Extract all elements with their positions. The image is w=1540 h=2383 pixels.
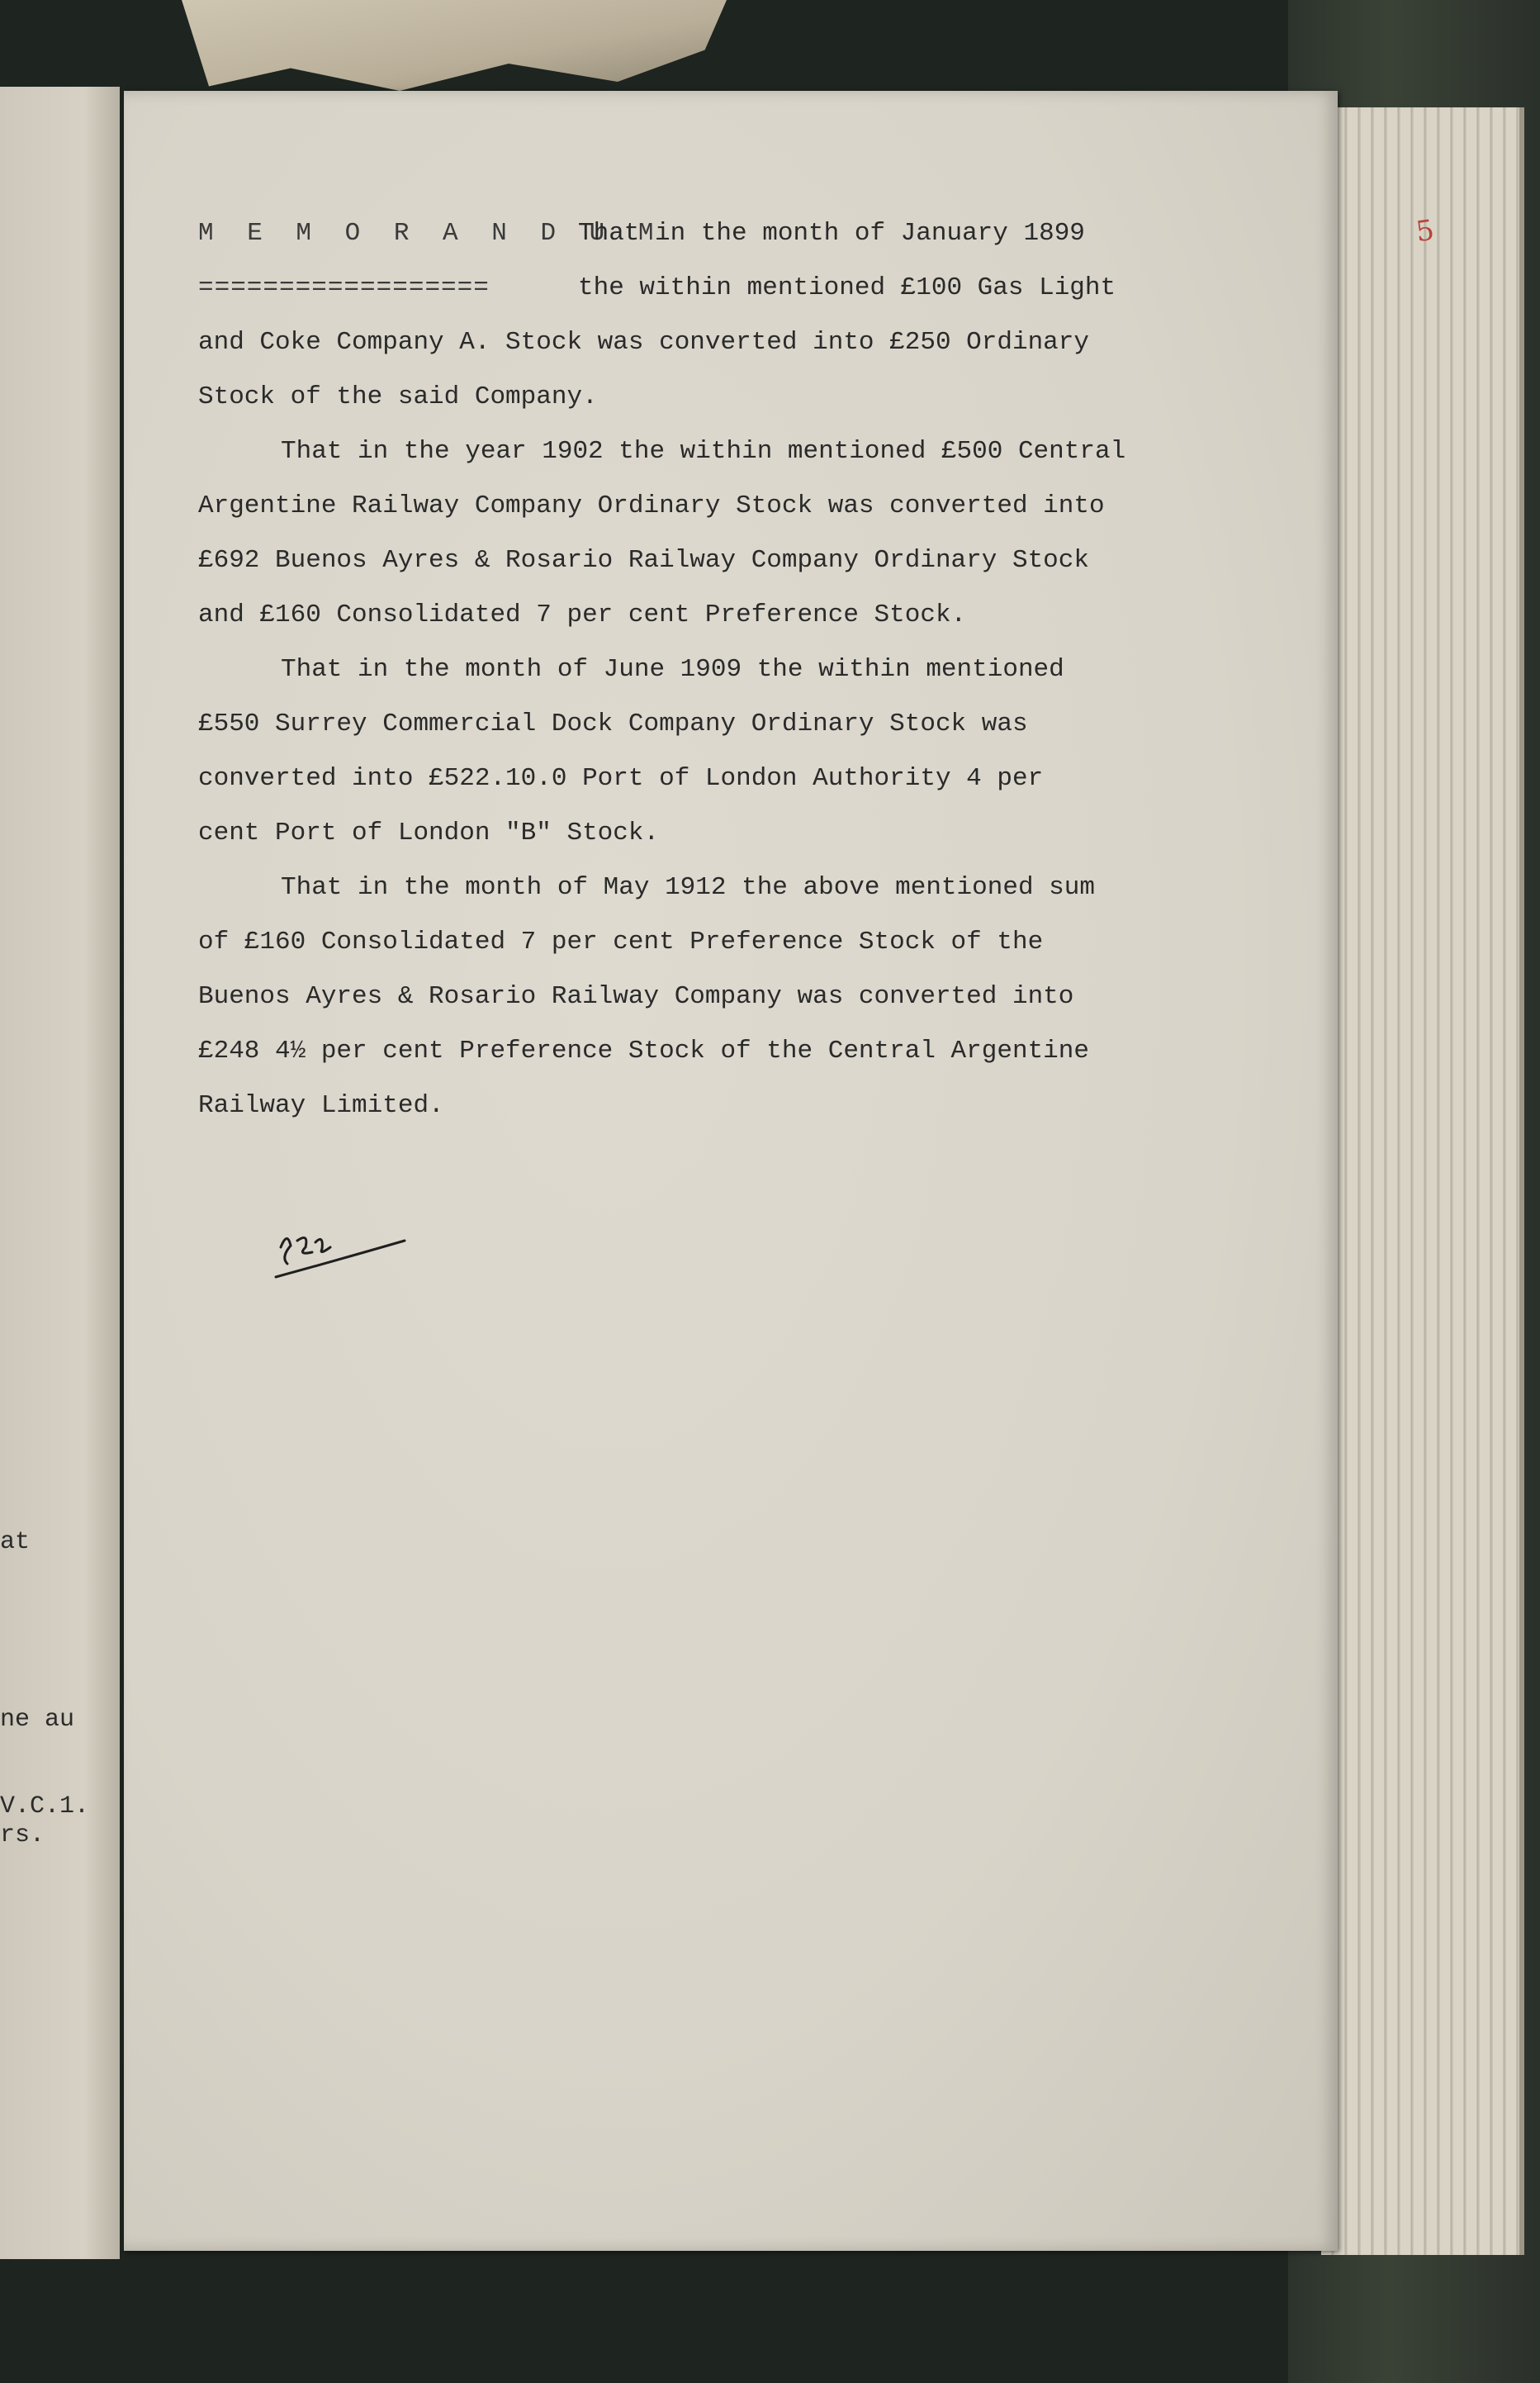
memo-line: Railway Limited. xyxy=(198,1091,444,1120)
torn-paper-scrap xyxy=(182,0,727,91)
memorandum-body xyxy=(198,206,1189,1133)
memo-line: Stock of the said Company. xyxy=(198,382,598,411)
memo-line: £692 Buenos Ayres & Rosario Railway Company Ordinary Stock xyxy=(198,546,1089,575)
left-page-fragment: ne au xyxy=(0,1706,75,1734)
memorandum-title: M E M O R A N D U M xyxy=(198,219,663,248)
memo-line: That in the month of June 1909 the within mentioned xyxy=(281,655,1064,684)
memo-line: That in the month of May 1912 the above mentioned sum xyxy=(281,873,1095,902)
memo-line: the within mentioned £100 Gas Light xyxy=(578,273,1116,302)
memo-line: cent Port of London "B" Stock. xyxy=(198,819,660,847)
handwritten-initials xyxy=(272,1222,413,1289)
memo-line: That in the year 1902 the within mentioned £500 Central xyxy=(281,437,1126,466)
left-page-fragment: rs. xyxy=(0,1821,45,1849)
title-underline: ================== xyxy=(198,273,490,302)
memo-line: and £160 Consolidated 7 per cent Preference Stock. xyxy=(198,600,967,629)
memo-line: and Coke Company A. Stock was converted into £250 Ordinary xyxy=(198,328,1089,357)
memo-line: of £160 Consolidated 7 per cent Preference Stock of the xyxy=(198,928,1044,957)
page-edges xyxy=(1321,107,1524,2255)
memo-line: That in the month of January 1899 xyxy=(578,219,1085,248)
left-page-fragment: at xyxy=(0,1528,31,1556)
memo-line: £550 Surrey Commercial Dock Company Ordinary Stock was xyxy=(198,710,1028,738)
memo-line: converted into £522.10.0 Port of London Authority 4 per xyxy=(198,764,1044,793)
left-page-fragment: V.C.1. xyxy=(0,1792,90,1820)
memo-line: Argentine Railway Company Ordinary Stock was converted into xyxy=(198,491,1105,520)
memo-line: Buenos Ayres & Rosario Railway Company was converted into xyxy=(198,982,1074,1011)
memorandum-header xyxy=(198,206,1189,316)
page-edge-mark: 5 xyxy=(1414,213,1437,249)
memo-line: £248 4½ per cent Preference Stock of the Central Argentine xyxy=(198,1037,1089,1066)
left-page xyxy=(0,87,120,2259)
